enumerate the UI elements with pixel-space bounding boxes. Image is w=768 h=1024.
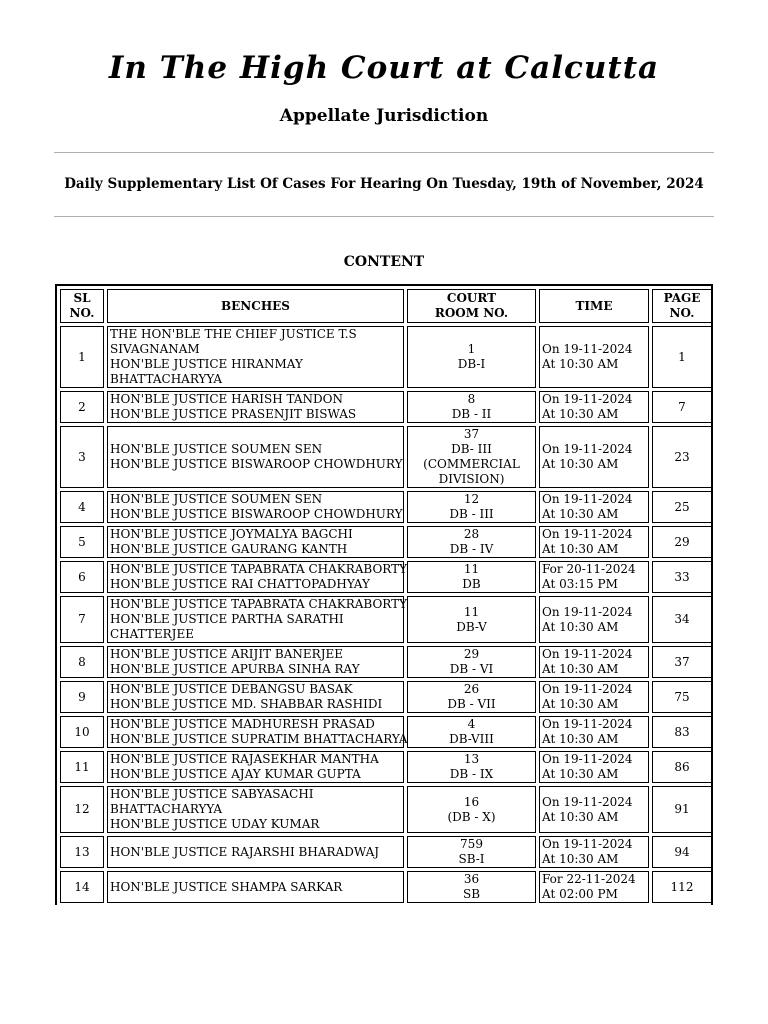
table-row <box>60 491 712 523</box>
court-room-cell <box>407 681 536 713</box>
table-row <box>60 871 712 903</box>
bench-judge-line: HON'BLE JUSTICE RAJARSHI BHARADWAJ <box>110 844 380 859</box>
header-time <box>539 289 649 323</box>
court-room-line: DB-VIII <box>449 732 494 746</box>
benches-table <box>57 286 713 905</box>
bench-judge-line: HON'BLE JUSTICE MADHURESH PRASAD <box>110 717 375 731</box>
time-line: On 19-11-2024 <box>542 604 633 619</box>
sl-no-cell: 7 <box>60 596 104 643</box>
court-room-line: 8 <box>467 392 476 406</box>
court-room-cell <box>407 326 536 388</box>
benches-cell <box>107 786 404 833</box>
sl-no-cell: 11 <box>60 751 104 783</box>
list-heading: Daily Supplementary List Of Cases For Hearing On Tuesday, 19th of November, 2024 <box>64 176 704 192</box>
bottom-divider <box>54 216 714 217</box>
court-room-line: DB-V <box>456 619 487 634</box>
time-line: At 10:30 AM <box>542 357 619 371</box>
bench-judge-line: HON'BLE JUSTICE RAJASEKHAR MANTHA <box>110 752 379 766</box>
time-line: On 19-11-2024 <box>542 392 633 406</box>
time-cell <box>539 716 649 748</box>
time-line: On 19-11-2024 <box>542 682 633 696</box>
time-line: At 10:30 AM <box>542 697 619 711</box>
court-title: In The High Court at Calcutta <box>108 50 660 86</box>
table-row <box>60 326 712 388</box>
bench-judge-line: THE HON'BLE THE CHIEF JUSTICE T.S <box>110 327 357 341</box>
time-cell <box>539 836 649 868</box>
court-room-line: DIVISION) <box>438 472 505 486</box>
court-room-line: 11 <box>463 562 480 576</box>
bench-judge-line: HON'BLE JUSTICE DEBANGSU BASAK <box>110 682 353 696</box>
table-row <box>60 561 712 593</box>
court-room-cell <box>407 871 536 903</box>
sl-no-cell: 14 <box>60 871 104 903</box>
court-room-line: 13 <box>463 752 480 766</box>
page-no-cell: 37 <box>652 646 712 678</box>
table-row <box>60 426 712 488</box>
header-sl-no <box>60 289 104 323</box>
time-line: On 19-11-2024 <box>542 527 633 541</box>
time-line: On 19-11-2024 <box>542 752 633 766</box>
sl-no-cell: 4 <box>60 491 104 523</box>
bench-judge-line: BHATTACHARYYA <box>110 802 223 816</box>
court-room-line: 11 <box>463 604 480 619</box>
content-label: CONTENT <box>343 254 425 270</box>
benches-cell <box>107 391 404 423</box>
time-line: For 20-11-2024 <box>542 562 636 576</box>
table-row <box>60 526 712 558</box>
table-row <box>60 646 712 678</box>
sl-no-cell: 6 <box>60 561 104 593</box>
court-room-line: (COMMERCIAL <box>423 457 520 471</box>
time-cell <box>539 786 649 833</box>
benches-cell <box>107 426 404 488</box>
time-line: On 19-11-2024 <box>542 492 633 506</box>
bench-judge-line: HON'BLE JUSTICE HIRANMAY <box>110 357 303 371</box>
court-room-cell <box>407 526 536 558</box>
time-line: At 10:30 AM <box>542 767 619 781</box>
page-no-cell: 83 <box>652 716 712 748</box>
court-room-line: 4 <box>467 717 476 731</box>
page-no-cell: 7 <box>652 391 712 423</box>
header-benches <box>107 289 404 323</box>
benches-cell <box>107 871 404 903</box>
time-line: On 19-11-2024 <box>542 794 633 809</box>
court-room-cell <box>407 426 536 488</box>
bench-judge-line: BHATTACHARYYA <box>110 372 223 386</box>
time-cell <box>539 426 649 488</box>
header-label-line: BENCHES <box>221 298 290 313</box>
bench-judge-line: HON'BLE JUSTICE TAPABRATA CHAKRABORTY <box>110 562 408 576</box>
bench-judge-line: HON'BLE JUSTICE SHAMPA SARKAR <box>110 879 343 894</box>
bench-judge-line: HON'BLE JUSTICE SUPRATIM BHATTACHARYA <box>110 732 408 746</box>
jurisdiction-subtitle: Appellate Jurisdiction <box>279 106 489 126</box>
court-room-line: DB - VII <box>447 697 496 711</box>
time-line: At 10:30 AM <box>542 619 619 634</box>
table-row <box>60 836 712 868</box>
page-no-cell: 86 <box>652 751 712 783</box>
court-room-cell <box>407 786 536 833</box>
court-room-line: 12 <box>463 492 480 506</box>
page-no-cell: 33 <box>652 561 712 593</box>
court-room-line: 36 <box>463 872 480 886</box>
court-room-line: SB <box>462 887 481 901</box>
time-cell <box>539 526 649 558</box>
court-room-line: DB - III <box>449 507 494 521</box>
bench-judge-line: HON'BLE JUSTICE SOUMEN SEN <box>110 492 323 506</box>
court-room-line: 759 <box>460 837 483 851</box>
bench-judge-line: HON'BLE JUSTICE JOYMALYA BAGCHI <box>110 527 353 541</box>
page-no-cell: 34 <box>652 596 712 643</box>
benches-cell <box>107 681 404 713</box>
sl-no-cell: 10 <box>60 716 104 748</box>
bench-judge-line: SIVAGNANAM <box>110 342 200 356</box>
table-header-row <box>60 289 712 323</box>
time-cell <box>539 561 649 593</box>
time-line: On 19-11-2024 <box>542 342 633 356</box>
time-line: At 10:30 AM <box>542 507 619 521</box>
bench-judge-line: HON'BLE JUSTICE BISWAROOP CHOWDHURY <box>110 507 403 521</box>
time-cell <box>539 596 649 643</box>
table-row <box>60 596 712 643</box>
sl-no-cell: 1 <box>60 326 104 388</box>
page-no-cell: 91 <box>652 786 712 833</box>
time-line: At 02:00 PM <box>542 887 618 901</box>
page-no-cell: 23 <box>652 426 712 488</box>
header-label-line: SL <box>73 291 91 305</box>
bench-judge-line: HON'BLE JUSTICE ARIJIT BANERJEE <box>110 647 344 661</box>
court-room-cell <box>407 391 536 423</box>
bench-judge-line: HON'BLE JUSTICE PRASENJIT BISWAS <box>110 407 357 421</box>
top-divider <box>54 152 714 153</box>
benches-cell <box>107 596 408 643</box>
court-room-cell <box>407 751 536 783</box>
time-line: On 19-11-2024 <box>542 442 633 456</box>
header-label-line: NO. <box>669 306 695 320</box>
page-no-cell: 29 <box>652 526 712 558</box>
bench-judge-line: HON'BLE JUSTICE PARTHA SARATHI <box>110 612 344 626</box>
table-row <box>60 786 712 833</box>
court-room-line: DB <box>462 577 481 591</box>
court-room-line: 37 <box>463 427 480 441</box>
time-line: At 10:30 AM <box>542 457 619 471</box>
time-line: For 22-11-2024 <box>542 872 636 886</box>
bench-judge-line: HON'BLE JUSTICE SOUMEN SEN <box>110 442 323 456</box>
sl-no-cell: 2 <box>60 391 104 423</box>
time-line: On 19-11-2024 <box>542 837 633 851</box>
time-cell <box>539 681 649 713</box>
court-room-line: 26 <box>463 682 480 696</box>
bench-judge-line: HON'BLE JUSTICE RAI CHATTOPADHYAY <box>110 577 370 591</box>
bench-judge-line: HON'BLE JUSTICE GAURANG KANTH <box>110 542 348 556</box>
time-line: At 03:15 PM <box>542 577 618 591</box>
header-label-line: NO. <box>69 306 95 320</box>
court-room-cell <box>407 836 536 868</box>
sl-no-cell: 13 <box>60 836 104 868</box>
time-line: At 10:30 AM <box>542 407 619 421</box>
header-court-room-no <box>407 289 536 323</box>
court-room-cell <box>407 716 536 748</box>
bench-judge-line: CHATTERJEE <box>110 627 195 641</box>
time-line: On 19-11-2024 <box>542 647 633 661</box>
court-room-line: SB-I <box>458 852 485 866</box>
page-no-cell: 94 <box>652 836 712 868</box>
court-room-line: 28 <box>463 527 480 541</box>
header-label-line: ROOM NO. <box>434 306 509 320</box>
benches-cell <box>107 561 408 593</box>
court-room-cell <box>407 596 536 643</box>
court-room-line: DB - VI <box>449 662 494 676</box>
court-room-cell <box>407 561 536 593</box>
time-cell <box>539 326 649 388</box>
court-room-line: DB - IX <box>449 767 494 781</box>
time-line: On 19-11-2024 <box>542 717 633 731</box>
time-line: At 10:30 AM <box>542 852 619 866</box>
benches-cell <box>107 836 404 868</box>
sl-no-cell: 8 <box>60 646 104 678</box>
benches-cell <box>107 491 404 523</box>
page-no-cell: 1 <box>652 326 712 388</box>
bench-judge-line: HON'BLE JUSTICE TAPABRATA CHAKRABORTY <box>110 597 408 611</box>
court-room-line: DB-I <box>457 357 486 371</box>
court-room-line: DB - II <box>451 407 492 421</box>
court-room-cell <box>407 646 536 678</box>
time-cell <box>539 751 649 783</box>
time-line: At 10:30 AM <box>542 662 619 676</box>
benches-cell <box>107 716 408 748</box>
court-room-line: DB- III <box>451 442 492 456</box>
time-line: At 10:30 AM <box>542 732 619 746</box>
benches-cell <box>107 751 404 783</box>
time-line: At 10:30 AM <box>542 809 619 824</box>
bench-judge-line: HON'BLE JUSTICE SABYASACHI <box>110 787 314 801</box>
sl-no-cell: 3 <box>60 426 104 488</box>
benches-cell <box>107 326 404 388</box>
bench-judge-line: HON'BLE JUSTICE UDAY KUMAR <box>110 817 320 831</box>
court-room-line: (DB - X) <box>447 809 496 824</box>
bench-judge-line: HON'BLE JUSTICE AJAY KUMAR GUPTA <box>110 767 361 781</box>
table-body <box>60 326 712 903</box>
header-label-line: COURT <box>446 291 497 305</box>
bench-judge-line: HON'BLE JUSTICE HARISH TANDON <box>110 392 343 406</box>
header-label-line: PAGE <box>663 291 701 305</box>
sl-no-cell: 5 <box>60 526 104 558</box>
header-label-line: TIME <box>575 298 613 313</box>
page-no-cell: 25 <box>652 491 712 523</box>
bench-judge-line: HON'BLE JUSTICE MD. SHABBAR RASHIDI <box>110 697 383 711</box>
benches-cell <box>107 526 404 558</box>
court-room-line: DB - IV <box>449 542 494 556</box>
header-page-no <box>652 289 712 323</box>
table-row <box>60 716 712 748</box>
table-row <box>60 681 712 713</box>
bench-judge-line: HON'BLE JUSTICE BISWAROOP CHOWDHURY <box>110 457 403 471</box>
time-cell <box>539 491 649 523</box>
court-room-line: 16 <box>463 794 480 809</box>
sl-no-cell: 12 <box>60 786 104 833</box>
court-room-cell <box>407 491 536 523</box>
table-row <box>60 751 712 783</box>
time-cell <box>539 646 649 678</box>
benches-cell <box>107 646 404 678</box>
time-cell <box>539 871 649 903</box>
court-room-line: 1 <box>467 342 476 356</box>
benches-table-container <box>55 284 713 905</box>
time-cell <box>539 391 649 423</box>
page-no-cell: 75 <box>652 681 712 713</box>
sl-no-cell: 9 <box>60 681 104 713</box>
court-room-line: 29 <box>463 647 480 661</box>
time-line: At 10:30 AM <box>542 542 619 556</box>
table-row <box>60 391 712 423</box>
page-no-cell: 112 <box>652 871 712 903</box>
bench-judge-line: HON'BLE JUSTICE APURBA SINHA RAY <box>110 662 360 676</box>
